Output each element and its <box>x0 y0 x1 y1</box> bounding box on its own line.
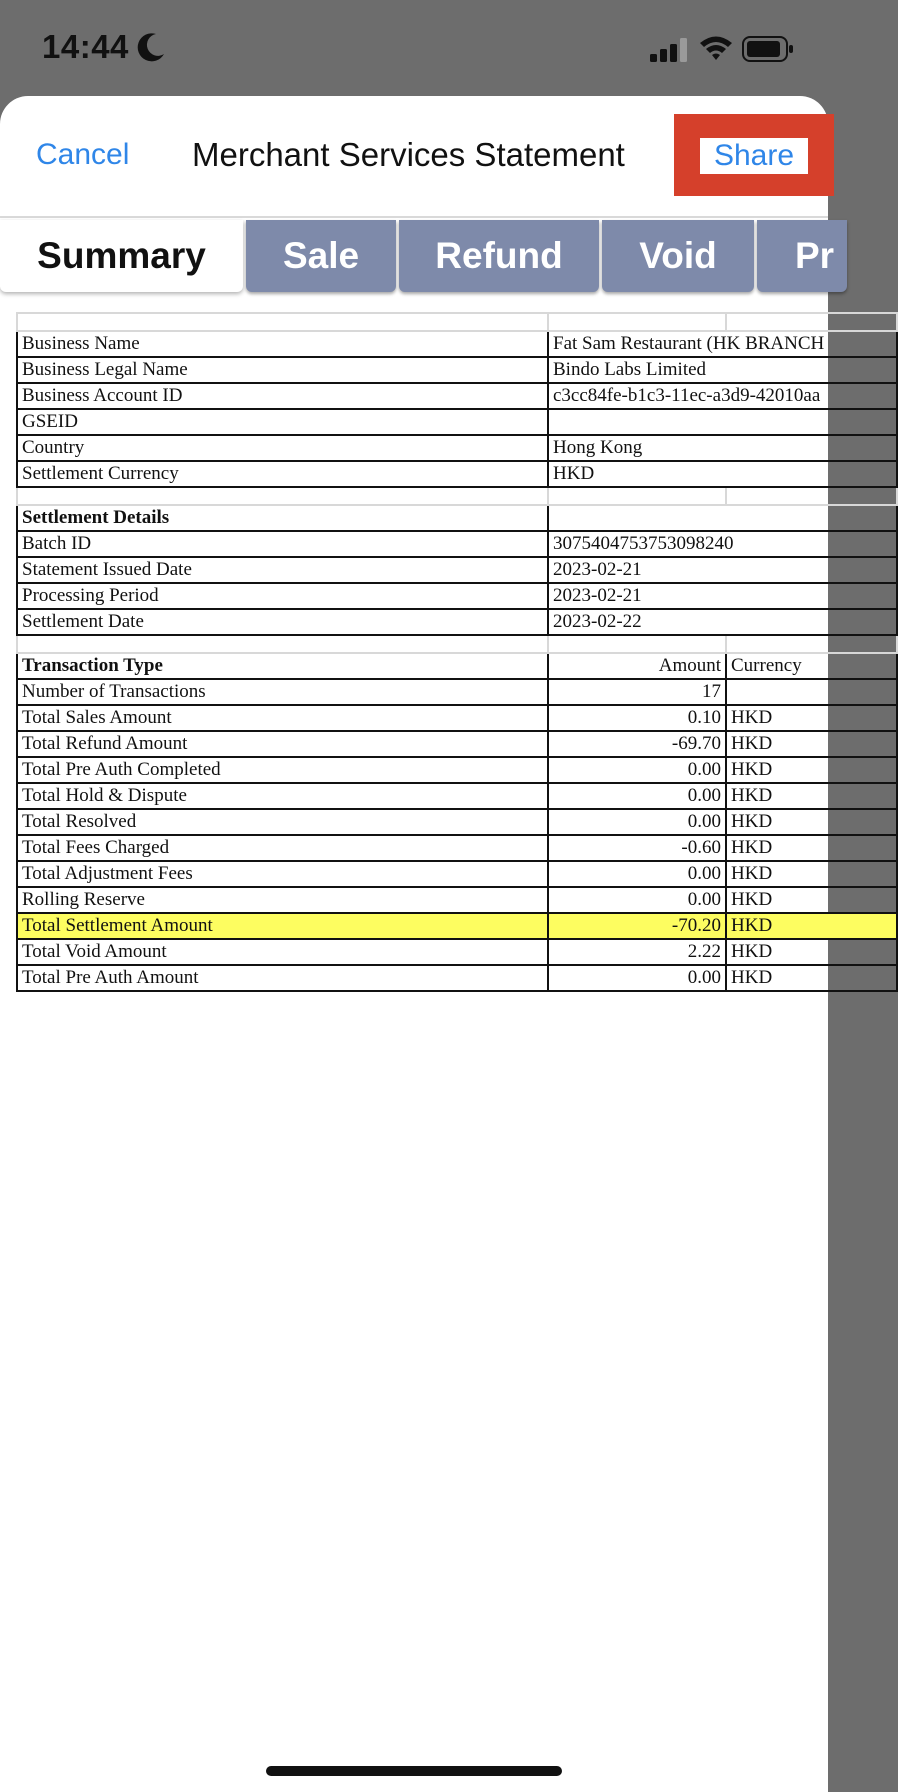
transaction-currency: HKD <box>726 861 897 887</box>
transaction-currency: HKD <box>726 731 897 757</box>
transaction-amount: 0.10 <box>548 705 726 731</box>
transaction-label: Total Hold & Dispute <box>17 783 548 809</box>
wifi-icon <box>698 34 734 62</box>
transaction-row <box>17 679 897 705</box>
field-value: 2023-02-21 <box>548 583 897 609</box>
transaction-row <box>17 809 897 835</box>
column-header-amount: Amount <box>548 653 726 679</box>
transaction-row <box>17 835 897 861</box>
transaction-currency <box>726 679 897 705</box>
spacer-row <box>17 313 897 331</box>
transaction-amount: 2.22 <box>548 939 726 965</box>
transaction-label: Total Pre Auth Completed <box>17 757 548 783</box>
business-info-row <box>17 357 897 383</box>
home-indicator[interactable] <box>266 1766 562 1776</box>
field-label: Business Name <box>17 331 548 357</box>
field-value: 2023-02-21 <box>548 557 897 583</box>
field-label: Statement Issued Date <box>17 557 548 583</box>
field-value: HKD <box>548 461 897 487</box>
tab-refund[interactable]: Refund <box>399 220 599 292</box>
transaction-row <box>17 861 897 887</box>
tab-void[interactable]: Void <box>602 220 754 292</box>
transaction-amount: -70.20 <box>548 913 726 939</box>
field-label: Settlement Date <box>17 609 548 635</box>
transaction-row <box>17 783 897 809</box>
transaction-amount: -69.70 <box>548 731 726 757</box>
field-label: Business Legal Name <box>17 357 548 383</box>
spacer-cell <box>548 487 726 505</box>
transaction-amount: 0.00 <box>548 809 726 835</box>
transaction-label: Rolling Reserve <box>17 887 548 913</box>
transaction-row <box>17 939 897 965</box>
field-value: 3075404753753098240 <box>548 531 897 557</box>
transaction-row <box>17 705 897 731</box>
tab-bar <box>0 216 835 294</box>
transaction-label: Total Refund Amount <box>17 731 548 757</box>
settlement-detail-row <box>17 583 897 609</box>
moon-icon <box>134 30 168 64</box>
transaction-amount: 0.00 <box>548 783 726 809</box>
column-header-type: Transaction Type <box>17 653 548 679</box>
transaction-currency: HKD <box>726 809 897 835</box>
field-value: c3cc84fe-b1c3-11ec-a3d9-42010aa <box>548 383 897 409</box>
transaction-currency: HKD <box>726 913 897 939</box>
spacer-cell <box>548 313 726 331</box>
transaction-amount: -0.60 <box>548 835 726 861</box>
spacer-cell <box>548 635 726 653</box>
transaction-currency: HKD <box>726 705 897 731</box>
spacer-cell <box>726 487 897 505</box>
section-header: Settlement Details <box>17 505 548 531</box>
cancel-button[interactable]: Cancel <box>36 138 130 171</box>
transaction-currency: HKD <box>726 757 897 783</box>
business-info-row <box>17 461 897 487</box>
transaction-currency: HKD <box>726 835 897 861</box>
share-button[interactable]: Share <box>700 138 808 174</box>
transaction-label: Total Fees Charged <box>17 835 548 861</box>
field-value <box>548 409 897 435</box>
field-label: Country <box>17 435 548 461</box>
business-info-row <box>17 331 897 357</box>
transaction-row-highlighted <box>17 913 897 939</box>
field-value: Bindo Labs Limited <box>548 357 897 383</box>
business-info-row <box>17 383 897 409</box>
spacer-cell <box>17 487 548 505</box>
transaction-amount: 0.00 <box>548 887 726 913</box>
tab-summary[interactable]: Summary <box>0 220 243 292</box>
transaction-label: Total Sales Amount <box>17 705 548 731</box>
transaction-row <box>17 887 897 913</box>
field-label: Business Account ID <box>17 383 548 409</box>
field-value: Hong Kong <box>548 435 897 461</box>
spacer-row <box>17 487 897 505</box>
status-bar <box>0 0 828 96</box>
spacer-cell <box>726 635 897 653</box>
transaction-amount: 0.00 <box>548 965 726 991</box>
settlement-detail-row <box>17 531 897 557</box>
field-value <box>548 505 897 531</box>
column-header-currency: Currency <box>726 653 897 679</box>
transaction-currency: HKD <box>726 783 897 809</box>
business-info-row <box>17 435 897 461</box>
field-label: GSEID <box>17 409 548 435</box>
transaction-label: Total Pre Auth Amount <box>17 965 548 991</box>
share-highlight-box <box>674 114 834 196</box>
settlement-detail-row <box>17 609 897 635</box>
transaction-amount: 0.00 <box>548 757 726 783</box>
transaction-amount: 0.00 <box>548 861 726 887</box>
statement-sheet <box>0 96 835 1792</box>
nav-bar <box>0 96 828 216</box>
statement-content <box>16 312 828 992</box>
spacer-cell <box>726 313 897 331</box>
field-value: 2023-02-22 <box>548 609 897 635</box>
settlement-header-row <box>17 505 897 531</box>
field-label: Settlement Currency <box>17 461 548 487</box>
statement-table <box>16 312 898 992</box>
transaction-amount: 17 <box>548 679 726 705</box>
spacer-cell <box>17 313 548 331</box>
settlement-detail-row <box>17 557 897 583</box>
field-value: Fat Sam Restaurant (HK BRANCH <box>548 331 897 357</box>
spacer-cell <box>17 635 548 653</box>
transaction-currency: HKD <box>726 939 897 965</box>
field-label: Processing Period <box>17 583 548 609</box>
transaction-row <box>17 757 897 783</box>
transaction-row <box>17 965 897 991</box>
transaction-label: Total Adjustment Fees <box>17 861 548 887</box>
business-info-row <box>17 409 897 435</box>
transaction-currency: HKD <box>726 887 897 913</box>
tab-pre-auth[interactable]: Pr <box>757 220 847 292</box>
transaction-header-row <box>17 653 897 679</box>
transaction-label: Total Settlement Amount <box>17 913 548 939</box>
spacer-row <box>17 635 897 653</box>
transaction-row <box>17 731 897 757</box>
transaction-currency: HKD <box>726 965 897 991</box>
cellular-signal-icon <box>650 38 690 62</box>
battery-icon <box>742 36 794 62</box>
transaction-label: Number of Transactions <box>17 679 548 705</box>
page-title: Merchant Services Statement <box>192 136 625 173</box>
field-label: Batch ID <box>17 531 548 557</box>
status-time: 14:44 <box>42 28 129 65</box>
transaction-label: Total Void Amount <box>17 939 548 965</box>
transaction-label: Total Resolved <box>17 809 548 835</box>
statement-table-wrap <box>16 312 828 992</box>
tab-sale[interactable]: Sale <box>246 220 396 292</box>
